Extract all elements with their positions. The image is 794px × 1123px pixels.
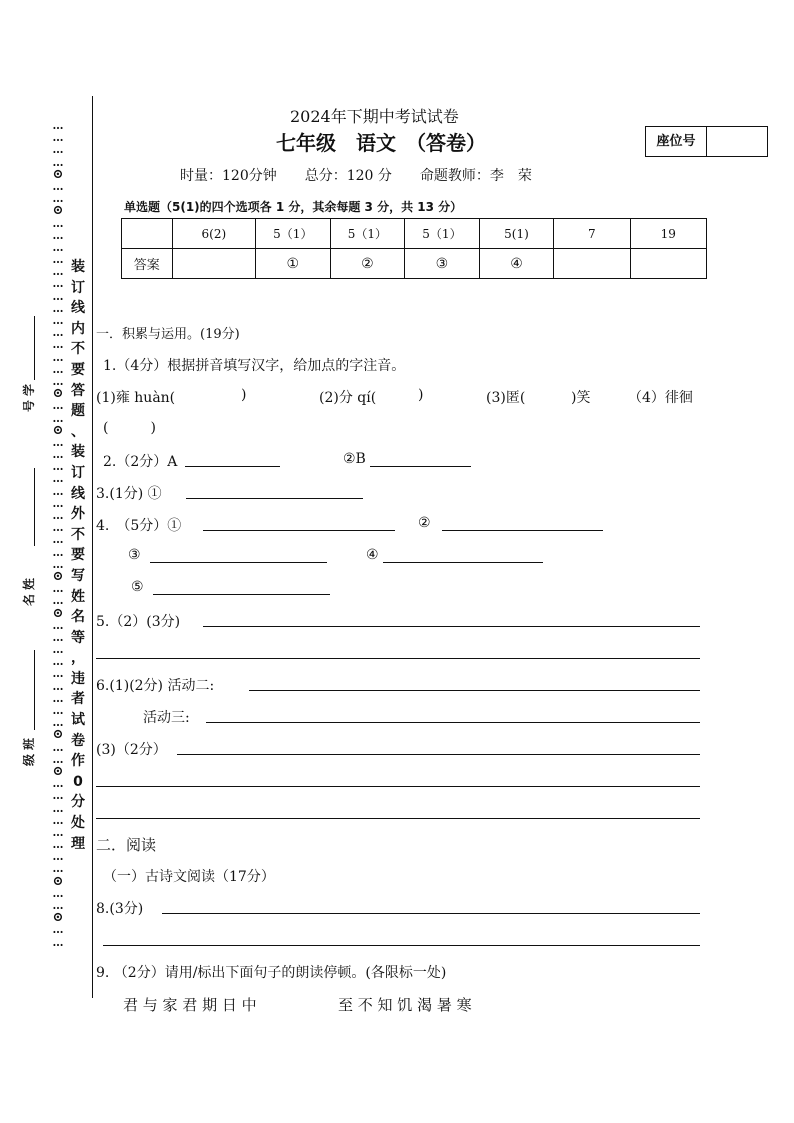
q9-sentence-a: 君 与 家 君 期 日 中 bbox=[123, 996, 257, 1014]
binding-notice-char: 订 bbox=[71, 464, 85, 481]
binding-circle-icon: ⊙ bbox=[52, 873, 64, 889]
binding-dot: … bbox=[52, 801, 64, 815]
banji-label bbox=[21, 736, 37, 768]
banji-underline bbox=[34, 650, 35, 730]
binding-notice-char: 者 bbox=[71, 691, 85, 708]
mcq-header-cell: 5（1） bbox=[330, 219, 405, 249]
q4-3-label: ③ bbox=[128, 547, 141, 563]
subject-title: 七年级 语文 （答卷） bbox=[276, 131, 486, 155]
binding-dot: … bbox=[52, 374, 64, 388]
q9-instruction: 9. （2分）请用/标出下面句子的朗读停顿。(各限标一处) bbox=[96, 965, 447, 981]
binding-circle-icon: ⊙ bbox=[52, 727, 64, 743]
mcq-answer-cell[interactable]: ③ bbox=[405, 249, 480, 279]
mcq-header-cell: 5（1） bbox=[256, 219, 331, 249]
binding-dot: … bbox=[52, 350, 64, 364]
binding-dot: … bbox=[52, 192, 64, 206]
binding-notice-char: 装 bbox=[71, 259, 85, 275]
q5-answer-line-2[interactable] bbox=[96, 658, 700, 659]
binding-notice bbox=[70, 257, 86, 854]
binding-dot: … bbox=[52, 253, 64, 267]
binding-dot: … bbox=[52, 643, 64, 657]
binding-dot: … bbox=[52, 777, 64, 791]
seat-number-box[interactable] bbox=[645, 126, 768, 157]
q1-part4: （4）徘徊 bbox=[628, 390, 693, 406]
binding-dot: … bbox=[52, 179, 64, 193]
mcq-answer-label: 答案 bbox=[122, 249, 173, 279]
q6-3-answer-line-2[interactable] bbox=[96, 786, 700, 787]
binding-dot: … bbox=[52, 484, 64, 498]
q8-label: 8.(3分) bbox=[96, 901, 144, 917]
q1-instruction: 1.（4分）根据拼音填写汉字，给加点的字注音。 bbox=[103, 358, 406, 374]
binding-dot: … bbox=[52, 216, 64, 230]
binding-notice-char: 外 bbox=[71, 506, 85, 523]
binding-notice-char: 要 bbox=[71, 361, 85, 378]
q2-a-label: 2.（2分）A bbox=[103, 454, 178, 470]
mcq-header-cell: 5(1) bbox=[479, 219, 554, 249]
binding-notice-char: 线 bbox=[71, 300, 85, 317]
q4-2-label: ② bbox=[418, 515, 431, 531]
binding-dot: … bbox=[52, 813, 64, 827]
binding-notice-char: 试 bbox=[71, 712, 85, 729]
q2-b-label: ②B bbox=[343, 451, 366, 467]
q1-part1-close: ) bbox=[241, 387, 247, 403]
binding-dot: … bbox=[52, 752, 64, 766]
binding-notice-char: 不 bbox=[71, 526, 85, 543]
q4-1-label: 4. （5分）① bbox=[96, 518, 182, 534]
q6-1b-label: 活动三: bbox=[143, 710, 190, 726]
binding-notice-char: 题 bbox=[71, 403, 85, 420]
binding-dot: … bbox=[52, 314, 64, 327]
mcq-header-cell bbox=[122, 219, 173, 249]
binding-dot: … bbox=[52, 618, 64, 632]
q4-4-label: ④ bbox=[366, 547, 379, 563]
q4-5-answer-line[interactable] bbox=[153, 594, 330, 595]
q8-answer-line-2[interactable] bbox=[103, 945, 700, 946]
mcq-title: 单选题（5(1)的四个选项各 1 分，其余每题 3 分，共 13 分） bbox=[124, 200, 463, 214]
side-info-char: 班 bbox=[22, 738, 36, 751]
binding-notice-char: 理 bbox=[71, 835, 85, 852]
binding-dot: … bbox=[52, 362, 64, 376]
mcq-header-cell: 6(2) bbox=[172, 219, 255, 249]
binding-notice-char: 姓 bbox=[71, 588, 85, 605]
section1-title: 一．积累与运用。(19分) bbox=[96, 327, 240, 342]
binding-notice-char: 、 bbox=[71, 423, 85, 440]
q1-part2-close: ) bbox=[418, 387, 424, 403]
q1-part3: (3)匿( bbox=[486, 390, 526, 406]
binding-notice-char: 装 bbox=[71, 444, 85, 461]
q9-sentence-b: 至 不 知 饥 渴 暑 寒 bbox=[338, 996, 472, 1014]
binding-dot: … bbox=[52, 691, 64, 705]
binding-dot: … bbox=[52, 326, 64, 340]
binding-dot: … bbox=[52, 277, 64, 291]
binding-notice-char: 答 bbox=[71, 382, 85, 399]
q1-part2: (2)分 qí( bbox=[319, 390, 377, 406]
binding-notice-char: 内 bbox=[71, 320, 85, 337]
mcq-answer-cell[interactable] bbox=[172, 249, 255, 279]
mcq-header-cell: 19 bbox=[630, 219, 706, 249]
binding-circle-icon: ⊙ bbox=[52, 763, 64, 779]
binding-notice-char: 分 bbox=[71, 794, 85, 811]
binding-notice-char: ， bbox=[71, 650, 85, 667]
binding-dot: … bbox=[52, 899, 64, 912]
binding-dot: … bbox=[52, 509, 64, 522]
binding-dot: … bbox=[52, 679, 64, 693]
xingming-underline bbox=[34, 468, 35, 546]
binding-dot: … bbox=[52, 435, 64, 449]
mcq-header-row bbox=[122, 219, 707, 249]
mcq-answer-cell[interactable]: ② bbox=[330, 249, 405, 279]
side-info-char: 号 bbox=[22, 400, 36, 413]
binding-dots-left bbox=[50, 120, 66, 949]
binding-notice-char: 等 bbox=[71, 629, 85, 646]
q1-part4-paren: ( ) bbox=[103, 420, 156, 436]
binding-dot: … bbox=[52, 399, 64, 413]
q4-1-answer-line[interactable] bbox=[203, 530, 395, 531]
mcq-answer-row bbox=[122, 249, 707, 279]
section2-sub1: （一）古诗文阅读（17分） bbox=[103, 869, 275, 885]
binding-dot: … bbox=[52, 338, 64, 352]
binding-notice-char: 处 bbox=[71, 815, 85, 832]
binding-dot: … bbox=[52, 533, 64, 547]
binding-circle-icon: ⊙ bbox=[52, 910, 64, 926]
binding-dot: … bbox=[52, 740, 64, 754]
xuehao-underline bbox=[34, 316, 35, 380]
binding-dot: … bbox=[52, 496, 64, 510]
binding-circle-icon: ⊙ bbox=[52, 203, 64, 219]
seat-number-label: 座位号 bbox=[646, 127, 707, 156]
exam-meta: 时量：120分钟 总分：120 分 命题教师：李 荣 bbox=[180, 168, 532, 184]
q6-1-label: 6.(1)(2分) 活动二: bbox=[96, 678, 215, 694]
binding-notice-char: 线 bbox=[71, 485, 85, 502]
mcq-answer-cell[interactable] bbox=[630, 249, 706, 279]
binding-dot: … bbox=[52, 704, 64, 717]
q6-1b-answer-line[interactable] bbox=[206, 722, 700, 723]
binding-dot: … bbox=[52, 240, 64, 254]
binding-dot: … bbox=[52, 630, 64, 644]
mcq-header-cell: 5（1） bbox=[405, 219, 480, 249]
binding-dot: … bbox=[52, 667, 64, 681]
binding-dot: … bbox=[52, 862, 64, 876]
binding-notice-char: 名 bbox=[71, 609, 85, 626]
q6-3-answer-line-1[interactable] bbox=[177, 754, 700, 755]
xingming-label bbox=[21, 576, 37, 608]
binding-circle-icon: ⊙ bbox=[52, 422, 64, 438]
binding-dot: … bbox=[52, 289, 64, 303]
q3-answer-line[interactable] bbox=[186, 498, 363, 499]
binding-notice-char: 订 bbox=[71, 279, 85, 296]
mcq-answer-cell[interactable] bbox=[554, 249, 630, 279]
binding-dot: … bbox=[52, 886, 64, 900]
q6-1-answer-line[interactable] bbox=[249, 690, 700, 691]
binding-dot: … bbox=[52, 545, 64, 559]
binding-dot: … bbox=[52, 265, 64, 279]
binding-notice-char: 不 bbox=[71, 341, 85, 358]
q5-label: 5.（2）(3分) bbox=[96, 614, 181, 630]
binding-dot: … bbox=[52, 155, 64, 169]
binding-dot: … bbox=[52, 301, 64, 315]
binding-dot: … bbox=[52, 850, 64, 864]
binding-dot: … bbox=[52, 228, 64, 242]
q5-answer-line-1[interactable] bbox=[203, 626, 700, 627]
binding-dot: … bbox=[52, 557, 64, 571]
binding-dot: … bbox=[52, 838, 64, 852]
q2-b-answer-line[interactable] bbox=[370, 466, 471, 467]
q1-part1: (1)雍 huàn( bbox=[96, 390, 176, 406]
section2-title: 二．阅读 bbox=[96, 836, 157, 854]
binding-circle-icon: ⊙ bbox=[52, 386, 64, 402]
mcq-header-cell: 7 bbox=[554, 219, 630, 249]
binding-notice-char: 要 bbox=[71, 547, 85, 564]
binding-notice-char: 作 bbox=[71, 753, 85, 770]
binding-dot: … bbox=[52, 582, 64, 596]
binding-dot: … bbox=[52, 131, 64, 145]
side-info-char: 级 bbox=[22, 754, 36, 767]
q4-5-label: ⑤ bbox=[131, 579, 144, 595]
side-info-char: 学 bbox=[22, 384, 36, 397]
binding-dot: … bbox=[52, 448, 64, 462]
q2-a-answer-line[interactable] bbox=[185, 466, 280, 467]
q4-3-answer-line[interactable] bbox=[150, 562, 327, 563]
binding-dot: … bbox=[52, 923, 64, 937]
mcq-answer-cell[interactable]: ① bbox=[256, 249, 331, 279]
binding-dot: … bbox=[52, 119, 64, 132]
mcq-answer-cell[interactable]: ④ bbox=[479, 249, 554, 279]
binding-dot: … bbox=[52, 521, 64, 535]
binding-circle-icon: ⊙ bbox=[52, 568, 64, 584]
binding-dot: … bbox=[52, 460, 64, 474]
binding-dot: … bbox=[52, 825, 64, 839]
binding-circle-icon: ⊙ bbox=[52, 166, 64, 182]
binding-dot: … bbox=[52, 143, 64, 157]
binding-dot: … bbox=[52, 655, 64, 669]
side-info-char: 名 bbox=[22, 594, 36, 607]
binding-dot: … bbox=[52, 472, 64, 486]
side-info-char: 姓 bbox=[22, 578, 36, 591]
exam-title: 2024年下期中考试试卷 bbox=[290, 107, 459, 126]
q6-3-label: (3)（2分） bbox=[96, 742, 167, 758]
q8-answer-line-1[interactable] bbox=[162, 913, 700, 914]
q4-2-answer-line[interactable] bbox=[442, 530, 603, 531]
binding-circle-icon: ⊙ bbox=[52, 605, 64, 621]
binding-notice-char: 卷 bbox=[71, 732, 85, 749]
binding-dot: … bbox=[52, 594, 64, 608]
binding-notice-char: 0 bbox=[73, 773, 83, 790]
q1-part3-close: )笑 bbox=[571, 390, 591, 406]
binding-dot: … bbox=[52, 935, 64, 949]
binding-dot: … bbox=[52, 411, 64, 425]
binding-dot: … bbox=[52, 789, 64, 803]
q6-3-answer-line-3[interactable] bbox=[96, 818, 700, 819]
binding-vertical-line bbox=[92, 96, 93, 998]
binding-notice-char: 违 bbox=[71, 670, 85, 687]
mcq-answer-table bbox=[121, 218, 707, 279]
binding-notice-char: 写 bbox=[71, 567, 85, 584]
q4-4-answer-line[interactable] bbox=[383, 562, 543, 563]
q3-label: 3.(1分) ① bbox=[96, 486, 162, 502]
xuehao-label bbox=[21, 382, 37, 414]
binding-dot: … bbox=[52, 716, 64, 730]
